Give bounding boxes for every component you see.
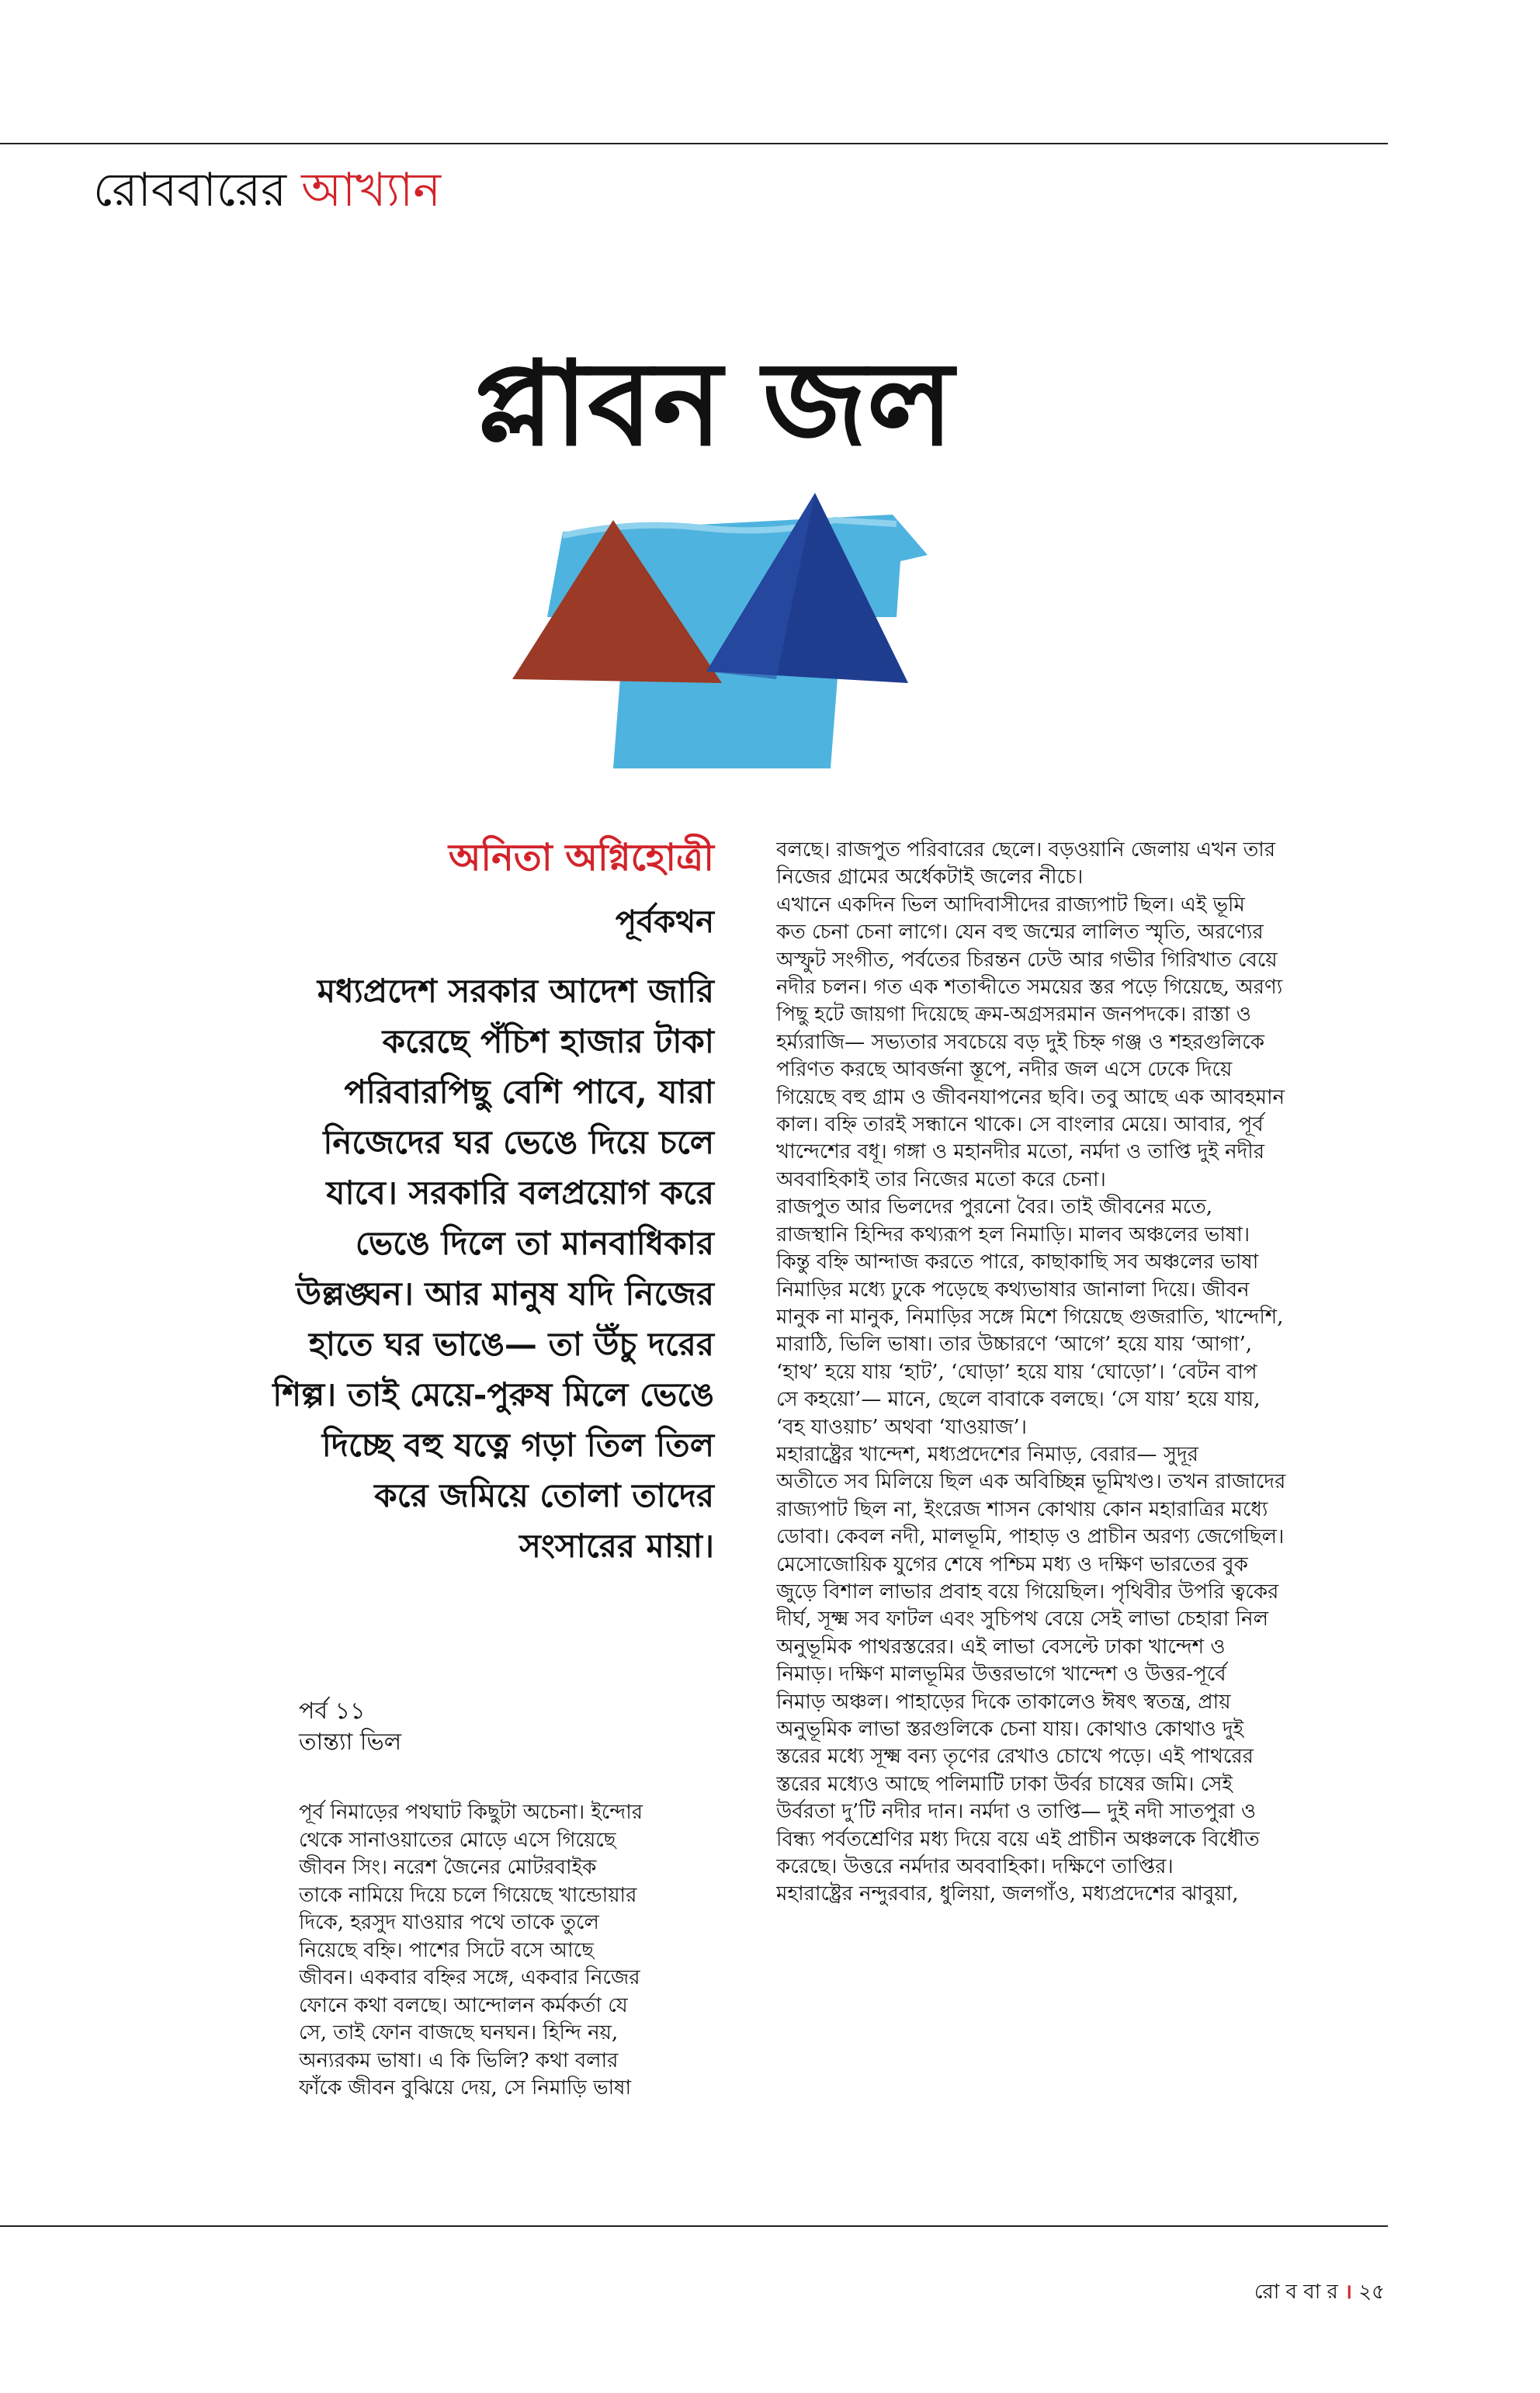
section-label: রোববারের xyxy=(93,163,302,217)
body-line: ‘বহ যাওয়াচ’ অথবা ‘যাওয়াজ’। xyxy=(776,1415,1027,1439)
top-rule xyxy=(0,143,1388,144)
intro-line: শিল্প। তাই মেয়ে-পুরুষ মিলে ভেঙে xyxy=(272,1375,714,1413)
body-line: কত চেনা চেনা লাগে। যেন বহু জন্মের লালিত স্মৃতি, অরণ্যের xyxy=(776,921,1264,945)
body-line: স্তরের মধ্যেও আছে পলিমাটি ঢাকা উর্বর চাষের জমি। সেই xyxy=(776,1772,1233,1796)
body-line: জীবন সিং। নরেশ জৈনের মোটরবাইক xyxy=(299,1856,597,1879)
body-line: ডোবা। কেবল নদী, মালভূমি, পাহাড় ও প্রাচীন অরণ্য জেগেছিল। xyxy=(776,1525,1285,1549)
body-line: মহারাষ্ট্রের খান্দেশ, মধ্যপ্রদেশের নিমাড়, বেরার— সুদূর xyxy=(776,1442,1198,1466)
body-line: সে, তাই ফোন বাজছে ঘনঘন। হিন্দি নয়, xyxy=(299,2021,619,2044)
body-line: গিয়েছে বহু গ্রাম ও জীবনযাপনের ছবি। তবু আছে এক আবহমান xyxy=(776,1085,1285,1109)
section-label-accent: আখ্যান xyxy=(301,163,442,217)
intro-line: ভেঙে দিলে তা মানবাধিকার xyxy=(355,1224,714,1262)
body-line: দিকে, হরসুদ যাওয়ার পথে তাকে তুলে xyxy=(299,1911,599,1934)
body-line: তাকে নামিয়ে দিয়ে চলে গিয়েছে খান্ডোয়ার xyxy=(299,1883,637,1907)
section-header xyxy=(93,159,441,221)
body-line: থেকে সানাওয়াতের মোড়ে এসে গিয়েছে xyxy=(299,1828,616,1852)
intro-line: সংসারের মায়া। xyxy=(519,1527,714,1565)
body-line: মারাঠি, ভিলি ভাষা। তার উচ্চারণে ‘আগে’ হয়ে যায় ‘আগা’, xyxy=(776,1333,1253,1357)
body-line: মহারাষ্ট্রের নন্দুরবার, ধুলিয়া, জলগাঁও, মধ্যপ্রদেশের ঝাবুয়া, xyxy=(776,1882,1239,1906)
author-name: অনিতা অগ্নিহোত্রী xyxy=(448,836,714,879)
body-line: নিমাড়। দক্ষিণ মালভূমির উত্তরভাগে খান্দেশ ও উত্তর-পূর্বে xyxy=(776,1663,1226,1687)
body-line: জীবন। একবার বহ্নির সঙ্গে, একবার নিজের xyxy=(299,1966,640,1989)
body-line: খান্দেশের বধূ। গঙ্গা ও মহানদীর মতো, নর্মদা ও তাপ্তি দুই নদীর xyxy=(776,1140,1264,1164)
body-line: অস্ফুট সংগীত, পর্বতের চিরন্তন ঢেউ আর গভীর গিরিখাত বেয়ে xyxy=(776,948,1278,972)
body-line: জুড়ে বিশাল লাভার প্রবাহ বয়ে গিয়েছিল। পৃথিবীর উপরি ত্বকের xyxy=(776,1580,1279,1604)
body-column-left xyxy=(299,1799,722,2103)
body-line: নিজের গ্রামের অর্ধেকটাই জলের নীচে। xyxy=(776,865,1084,890)
body-column-right xyxy=(776,837,1386,1909)
body-line: নিয়েছে বহ্নি। পাশের সিটে বসে আছে xyxy=(299,1938,594,1962)
body-line: বিন্ধ্য পর্বতশ্রেণির মধ্য দিয়ে বয়ে এই প্রাচীন অঞ্চলকে বিধৌত xyxy=(776,1827,1260,1851)
body-line: নদীর চলন। গত এক শতাব্দীতে সময়ের স্তর পড়ে গিয়েছে, অরণ্য xyxy=(776,976,1283,1000)
intro-line: করেছে পঁচিশ হাজার টাকা xyxy=(382,1022,714,1060)
episode-number: পর্ব ১১ xyxy=(299,1698,366,1725)
subheading: পূর্বকথন xyxy=(615,903,714,940)
intro-column xyxy=(225,831,714,1571)
intro-line: যাবে। সরকারি বলপ্রয়োগ করে xyxy=(326,1174,714,1212)
folio-separator: । xyxy=(1344,2280,1352,2304)
intro-line: দিচ্ছে বহু যত্নে গড়া তিল তিল xyxy=(321,1426,714,1464)
body-line: অনুভূমিক লাভা স্তরগুলিকে চেনা যায়। কোথাও কোথাও দুই xyxy=(776,1718,1244,1741)
body-line: উর্বরতা দু’টি নদীর দান। নর্মদা ও তাপ্তি— দুই নদী সাতপুরা ও xyxy=(776,1800,1256,1824)
episode-title: তান্ত্যা ভিল xyxy=(299,1729,402,1756)
intro-line: মধ্যপ্রদেশ সরকার আদেশ জারি xyxy=(317,972,714,1010)
body-line: কিন্তু বহ্নি আন্দাজ করতে পারে, কাছাকাছি সব অঞ্চলের ভাষা xyxy=(776,1250,1259,1275)
body-line: অন্যরকম ভাষা। এ কি ভিলি? কথা বলার xyxy=(299,2048,619,2072)
body-line: ‘হাথ’ হয়ে যায় ‘হাট’, ‘ঘোড়া’ হয়ে যায় ‘ঘোড়ো’। ‘বেটন বাপ xyxy=(776,1360,1257,1384)
body-line: অনুভূমিক পাথরস্তরের। এই লাভা বেসল্টে ঢাকা খান্দেশ ও xyxy=(776,1635,1226,1659)
mountain-illustration xyxy=(508,485,943,772)
body-line: মেসোজোয়িক যুগের শেষে পশ্চিম মধ্য ও দক্ষিণ ভারতের বুক xyxy=(776,1552,1248,1576)
body-line: মানুক না মানুক, নিমাড়ির সঙ্গে মিশে গিয়েছে গুজরাতি, খান্দেশি, xyxy=(776,1305,1284,1329)
bottom-rule xyxy=(0,2225,1388,2227)
body-line: নিমাড়ির মধ্যে ঢুকে পড়েছে কথ্যভাষার জানালা দিয়ে। জীবন xyxy=(776,1278,1250,1302)
body-line: রাজস্থানি হিন্দির কথ্যরূপ হল নিমাড়ি। মালব অঞ্চলের ভাষা। xyxy=(776,1223,1250,1247)
intro-text xyxy=(225,966,714,1571)
intro-line: পরিবারপিছু বেশি পাবে, যারা xyxy=(344,1073,714,1111)
body-line: কাল। বহ্নি তারই সন্ধানে থাকে। সে বাংলার মেয়ে। আবার, পূর্ব xyxy=(776,1113,1264,1137)
episode-block xyxy=(299,1696,401,1758)
body-line: করেছে। উত্তরে নর্মদার অববাহিকা। দক্ষিণে তাপ্তির। xyxy=(776,1855,1174,1879)
body-line: পরিণত করছে আবর্জনা স্তূপে, নদীর জল এসে ঢেকে দিয়ে xyxy=(776,1058,1233,1082)
body-line: পিছু হটে জায়গা দিয়েছে ক্রম-অগ্রসরমান জনপদকে। রাস্তা ও xyxy=(776,1003,1251,1027)
body-line: সে কহয়ো’— মানে, ছেলে বাবাকে বলছে। ‘সে যায়’ হয়ে যায়, xyxy=(776,1388,1261,1412)
magazine-name: রো ব বা র xyxy=(1254,2280,1338,2304)
body-line: রাজ্যপাট ছিল না, ইংরেজ শাসন কোথায় কোন মহারাত্রির মধ্যে xyxy=(776,1497,1268,1521)
page-folio xyxy=(1254,2278,1385,2306)
body-line: বলছে। রাজপুত পরিবারের ছেলে। বড়ওয়ানি জেলায় এখন তার xyxy=(776,838,1276,862)
body-line: এখানে একদিন ভিল আদিবাসীদের রাজ্যপাট ছিল। এই ভূমি xyxy=(776,893,1245,917)
intro-line: হাতে ঘর ভাঙে— তা উঁচু দরের xyxy=(308,1325,714,1363)
body-line: দীর্ঘ, সূক্ষ্ম সব ফাটল এবং সুচিপথ বেয়ে সেই লাভা চেহারা নিল xyxy=(776,1607,1268,1632)
body-line: অতীতে সব মিলিয়ে ছিল এক অবিচ্ছিন্ন ভূমিখণ্ড। তখন রাজাদের xyxy=(776,1470,1286,1494)
body-line: রাজপুত আর ভিলদের পুরনো বৈর। তাই জীবনের মতে, xyxy=(776,1195,1213,1219)
body-line: হর্ম্যরাজি— সভ্যতার সবচেয়ে বড় দুই চিহ্ন গঞ্জ ও শহরগুলিকে xyxy=(776,1030,1264,1054)
story-title: প্লাবন জল xyxy=(474,335,954,472)
page-number: ২৫ xyxy=(1358,2280,1385,2304)
body-line: ফোনে কথা বলছে। আন্দোলন কর্মকর্তা যে xyxy=(299,1993,628,2017)
body-line: অববাহিকাই তার নিজের মতো করে চেনা। xyxy=(776,1167,1106,1191)
intro-line: নিজেদের ঘর ভেঙে দিয়ে চলে xyxy=(323,1123,714,1161)
intro-line: করে জমিয়ে তোলা তাদের xyxy=(374,1476,714,1514)
body-line: নিমাড় অঞ্চল। পাহাড়ের দিকে তাকালেও ঈষৎ স্বতন্ত্র, প্রায় xyxy=(776,1690,1231,1714)
body-line: স্তরের মধ্যে সূক্ষ্ম বন্য তৃণের রেখাও চোখে পড়ে। এই পাথরের xyxy=(776,1745,1254,1769)
body-line: পূর্ব নিমাড়ের পথঘাট কিছুটা অচেনা। ইন্দোর xyxy=(299,1801,643,1824)
intro-line: উল্লঙ্ঘন। আর মানুষ যদি নিজের xyxy=(296,1275,714,1313)
body-line: ফাঁকে জীবন বুঝিয়ে দেয়, সে নিমাড়ি ভাষা xyxy=(299,2076,632,2100)
